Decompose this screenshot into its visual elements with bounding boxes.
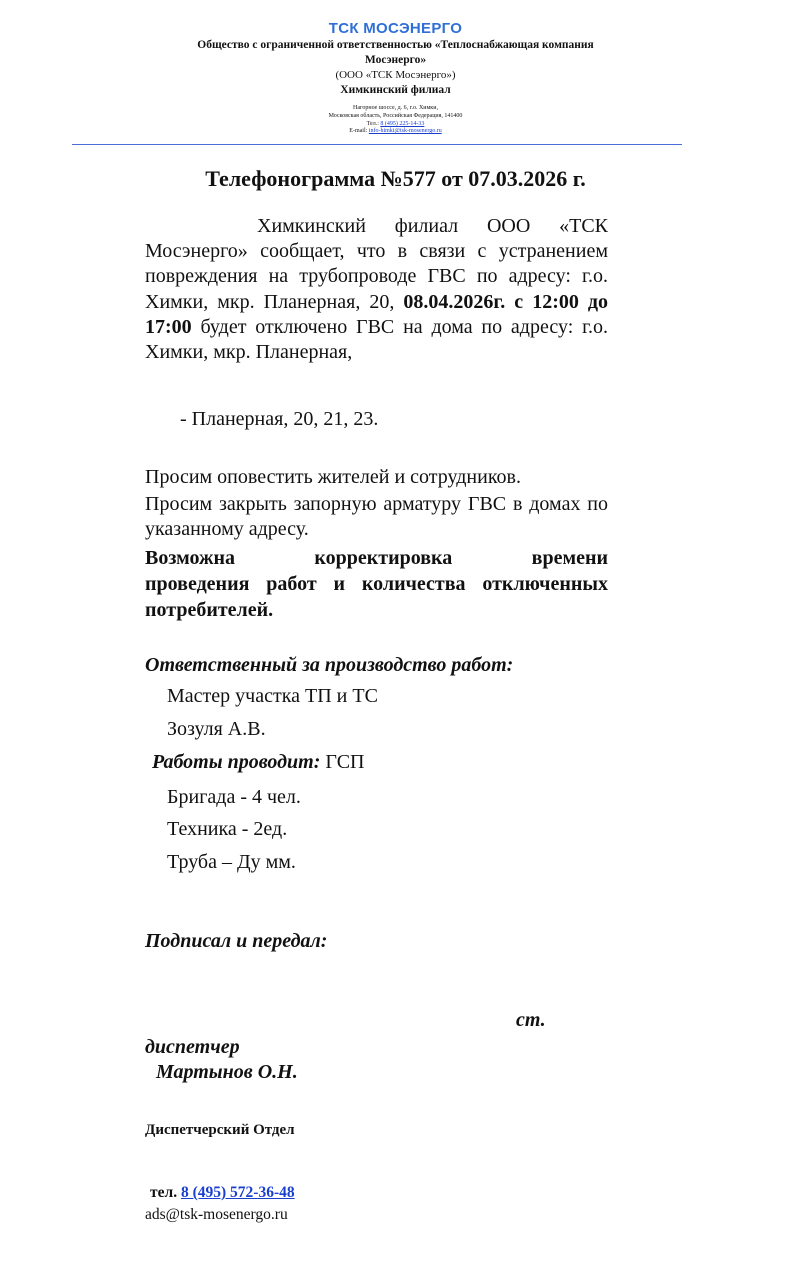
header-phone xyxy=(0,121,791,128)
header-phone-link[interactable]: 8 (495) 225-14-33 xyxy=(380,121,425,127)
address-line2: Московская область, Российская Федерация, 141400 xyxy=(328,113,463,119)
header-email-link[interactable]: info-himki@tsk-mosenergo.ru xyxy=(368,128,442,134)
correction-line3: потребителей. xyxy=(145,599,274,621)
works-label: Работы проводит: xyxy=(152,751,321,773)
pipe-diameter: Труба – Ду мм. xyxy=(167,851,296,873)
header-phone-label: Тел.: xyxy=(366,121,379,127)
equipment-count: Техника - 2ед. xyxy=(167,818,288,840)
header-divider xyxy=(72,144,682,145)
department-name: Диспетчерский Отдел xyxy=(145,1122,295,1138)
address-line1: Нагорное шоссе, д. 6, г.о. Химки, xyxy=(353,105,438,111)
paragraph-start: Химкинский филиал ООО «ТСК Мосэнерго» сообщает, что в связи с устранением повреждения на трубопроводе ГВС по адресу: г.о. Химки, мкр. Планерная, 20, xyxy=(145,215,608,313)
footer-phone-label: тел. xyxy=(150,1184,178,1201)
document-title: Телефонограмма №577 от 07.03.2026 г. xyxy=(205,166,586,191)
outage-time: 08.04.2026г. с 12:00 до 17:00 xyxy=(145,290,609,338)
works-contractor: ГСП xyxy=(325,751,365,773)
header-email-label: E-mail: xyxy=(349,128,368,134)
notify-request: Просим оповестить жителей и сотрудников. xyxy=(145,466,521,488)
works-line xyxy=(152,751,365,774)
paragraph-end: будет отключено ГВС на дома по адресу: г.о. Химки, мкр. Планерная, xyxy=(145,315,609,364)
header-email xyxy=(0,128,791,135)
signature-position: диспетчер xyxy=(145,1036,240,1058)
responsible-position: Мастер участка ТП и ТС xyxy=(167,685,378,707)
footer-phone xyxy=(150,1184,295,1202)
footer-email[interactable]: ads@tsk-mosenergo.ru xyxy=(145,1206,288,1223)
responsible-name: Зозуля А.В. xyxy=(167,718,266,740)
houses-list: - Планерная, 20, 21, 23. xyxy=(180,408,379,430)
branch-name: Химкинский филиал xyxy=(340,84,451,96)
company-logo: ТСК МОСЭНЕРГО xyxy=(328,20,463,37)
signature-name: Мартынов О.Н. xyxy=(156,1061,298,1083)
org-name-line2: Мосэнерго» xyxy=(364,54,427,66)
brigade-size: Бригада - 4 чел. xyxy=(167,786,301,808)
signature-st: ст. xyxy=(516,1009,546,1031)
org-name-line1: Общество с ограниченной ответственностью «Теплоснабжающая компания xyxy=(197,39,594,51)
footer-phone-link[interactable]: 8 (495) 572-36-48 xyxy=(180,1184,295,1201)
close-valves-request: Просим закрыть запорную арматуру ГВС в домах по указанному адресу. xyxy=(145,493,608,540)
org-short-name: (ООО «ТСК Мосэнерго») xyxy=(335,69,456,81)
responsible-label: Ответственный за производство работ: xyxy=(145,654,514,676)
main-paragraph xyxy=(145,214,608,365)
correction-notice xyxy=(145,545,608,623)
correction-line1: Возможна корректировка времени xyxy=(145,547,608,569)
correction-line2: проведения работ и количества отключенных xyxy=(145,573,608,595)
signed-label: Подписал и передал: xyxy=(145,930,328,952)
